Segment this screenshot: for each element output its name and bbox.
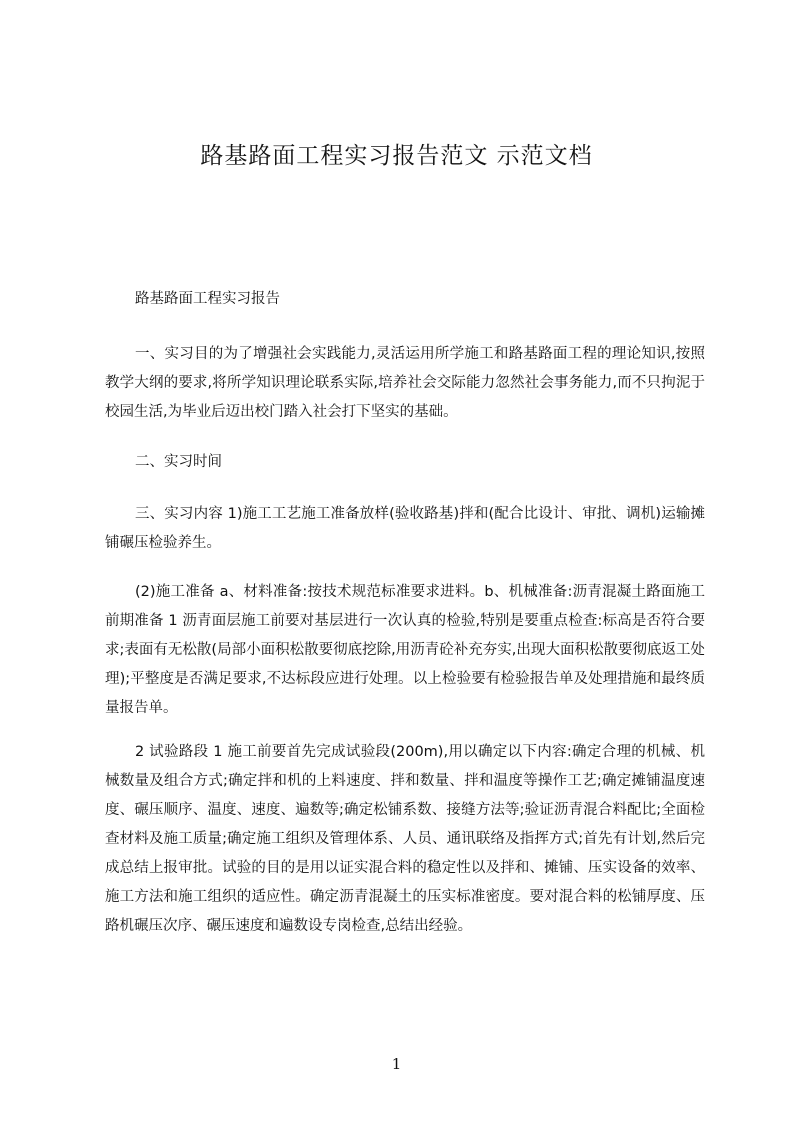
- page-number: 1: [391, 1055, 402, 1073]
- section-purpose: 一、实习目的为了增强社会实践能力,灵活运用所学施工和路基路面工程的理论知识,按照教学大纲的要求,将所学知识理论联系实际,培养社会交际能力忽然社会事务能力,而不只拘泥于校园生活,为毕业后迈出校门踏入社会打下坚实的基础。: [105, 346, 705, 420]
- section-test-section: 2 试验路段 1 施工前要首先完成试验段(200m),用以确定以下内容:确定合理的机械、机械数量及组合方式;确定拌和机的上料速度、拌和数量、拌和温度等操作工艺;确定摊铺温度速度、碾压顺序、温度、速度、遍数等;确定松铺系数、接缝方法等;验证沥青混合料配比;全面检查材料及施工质量;确定施工组织及管理体系、人员、通讯联络及指挥方式;首先有计划,然后完成总结上报审批。试验的目的是用以证实混合料的稳定性以及拌和、摊铺、压实设备的效率、施工方法和施工组织的适应性。确定沥青混凝土的压实标准密度。要对混合料的松铺厚度、压路机碾压次序、碾压速度和遍数设专岗检查,总结出经验。: [105, 744, 705, 934]
- section-preparation: (2)施工准备 a、材料准备:按技术规范标准要求进料。b、机械准备:沥青混凝土路面施工前期准备 1 沥青面层施工前要对基层进行一次认真的检验,特别是要重点检查:标高是否符合要求;表面有无松散(局部小面积松散要彻底挖除,用沥青砼补充夯实,出现大面积松散要彻底返工处理);平整度是否满足要求,不达标段应进行处理。以上检验要有检验报告单及处理措施和最终质量报告单。: [105, 584, 705, 716]
- section-time: 二、实习时间: [135, 454, 222, 470]
- report-heading: 路基路面工程实习报告: [135, 291, 280, 307]
- section-content: 三、实习内容 1)施工工艺施工准备放样(验收路基)拌和(配合比设计、审批、调机)运输摊铺碾压检验养生。: [105, 506, 705, 551]
- document-title: 路基路面工程实习报告范文 示范文档: [200, 143, 593, 169]
